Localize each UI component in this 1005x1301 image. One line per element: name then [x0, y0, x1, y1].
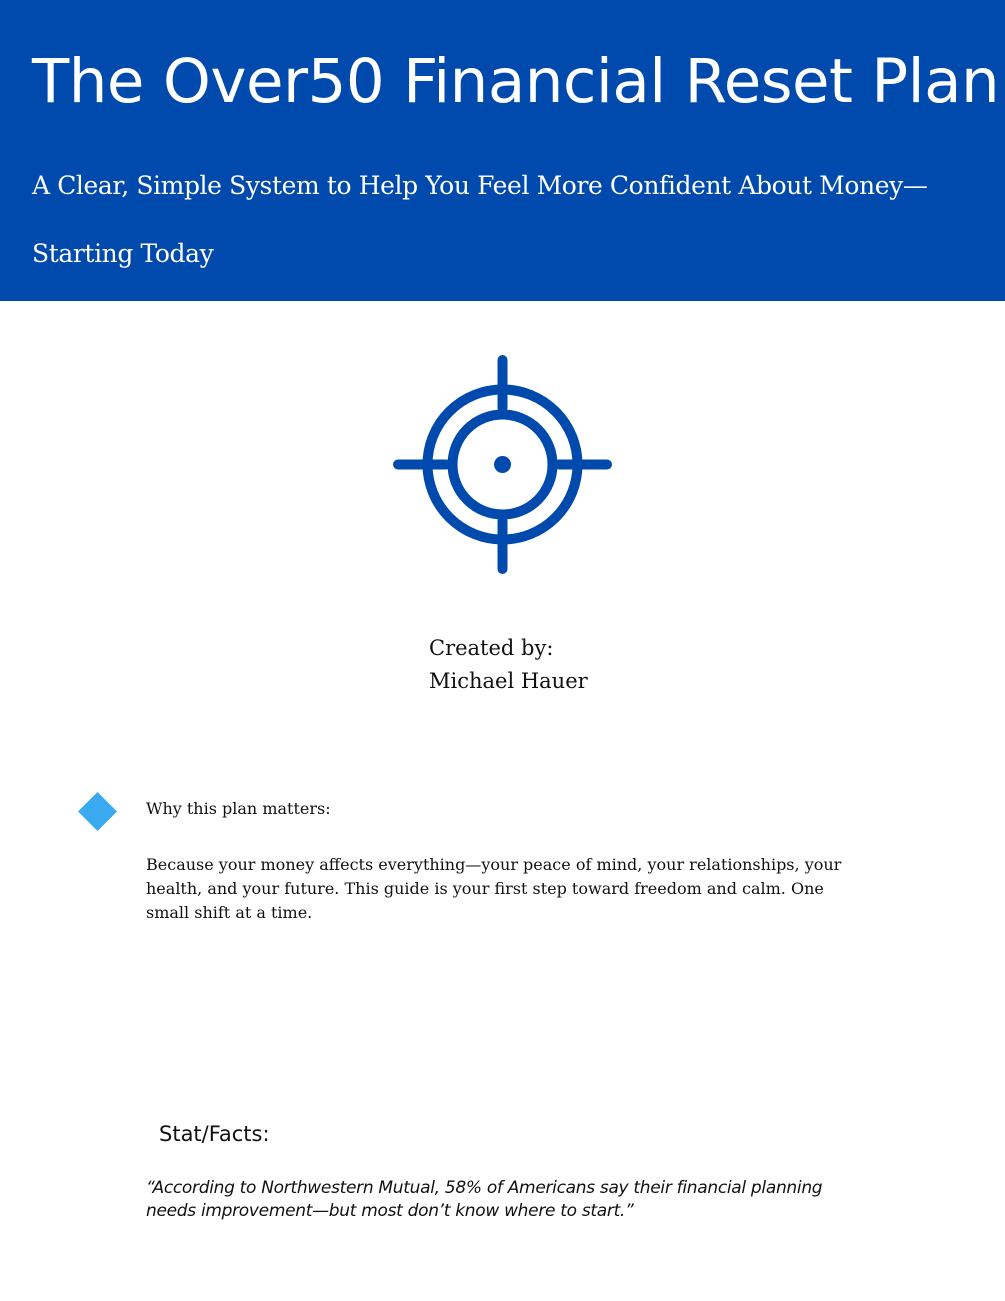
stats-quote: “According to Northwestern Mutual, 58% of Americans say their financial planning needs improvement—but most don’t know where to start.” — [146, 1178, 823, 1221]
credits-block — [429, 632, 588, 698]
header-banner — [0, 0, 1005, 301]
diamond-icon — [78, 792, 117, 831]
author-name: Michael Hauer — [429, 669, 588, 693]
document-subtitle: A Clear, Simple System to Help You Feel More Confident About Money—Starting Today — [32, 171, 928, 268]
created-by-label: Created by: — [429, 636, 554, 660]
why-section-heading: Why this plan matters: — [146, 799, 331, 818]
crosshair-target-icon — [393, 355, 612, 574]
document-title: The Over50 Financial Reset Plan — [32, 46, 1000, 117]
stats-section-heading: Stat/Facts: — [159, 1122, 270, 1146]
why-section-body: Because your money affects everything—your peace of mind, your relationships, your health, and your future. This guide is your first step toward freedom and calm. One small shift at a time. — [146, 855, 842, 922]
